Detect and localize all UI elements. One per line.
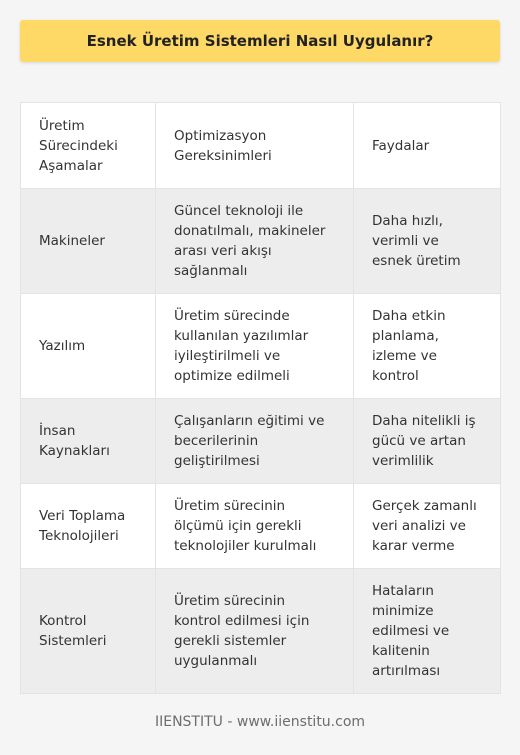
table-cell: Veri Toplama Teknolojileri <box>21 484 156 569</box>
table-row <box>21 189 501 294</box>
table-cell: Daha hızlı, verimli ve esnek üretim <box>354 189 501 294</box>
table-row <box>21 294 501 399</box>
table-cell: Çalışanların eğitimi ve becerilerinin geliştirilmesi <box>156 399 354 484</box>
table-cell: Üretim Sürecindeki Aşamalar <box>21 103 156 189</box>
table-row <box>21 399 501 484</box>
table-cell: Optimizasyon Gereksinimleri <box>156 103 354 189</box>
title-banner <box>20 20 500 62</box>
table-row <box>21 484 501 569</box>
table-cell: Üretim sürecinin ölçümü için gerekli teknolojiler kurulmalı <box>156 484 354 569</box>
page-title: Esnek Üretim Sistemleri Nasıl Uygulanır? <box>86 32 434 50</box>
table-cell: Daha nitelikli iş gücü ve artan verimlilik <box>354 399 501 484</box>
table-cell: Kontrol Sistemleri <box>21 569 156 694</box>
table-cell: İnsan Kaynakları <box>21 399 156 484</box>
table-header-row <box>21 103 501 189</box>
data-table <box>20 102 501 694</box>
table-cell: Daha etkin planlama, izleme ve kontrol <box>354 294 501 399</box>
table-cell: Güncel teknoloji ile donatılmalı, makineler arası veri akışı sağlanmalı <box>156 189 354 294</box>
table-cell: Makineler <box>21 189 156 294</box>
table-row <box>21 569 501 694</box>
table-cell: Hataların minimize edilmesi ve kalitenin artırılması <box>354 569 501 694</box>
table-cell: Faydalar <box>354 103 501 189</box>
table-cell: Üretim sürecinde kullanılan yazılımlar iyileştirilmeli ve optimize edilmeli <box>156 294 354 399</box>
footer-credit: IIENSTITU - www.iienstitu.com <box>154 714 366 730</box>
table-cell: Yazılım <box>21 294 156 399</box>
table-cell: Üretim sürecinin kontrol edilmesi için gerekli sistemler uygulanmalı <box>156 569 354 694</box>
table-cell: Gerçek zamanlı veri analizi ve karar verme <box>354 484 501 569</box>
